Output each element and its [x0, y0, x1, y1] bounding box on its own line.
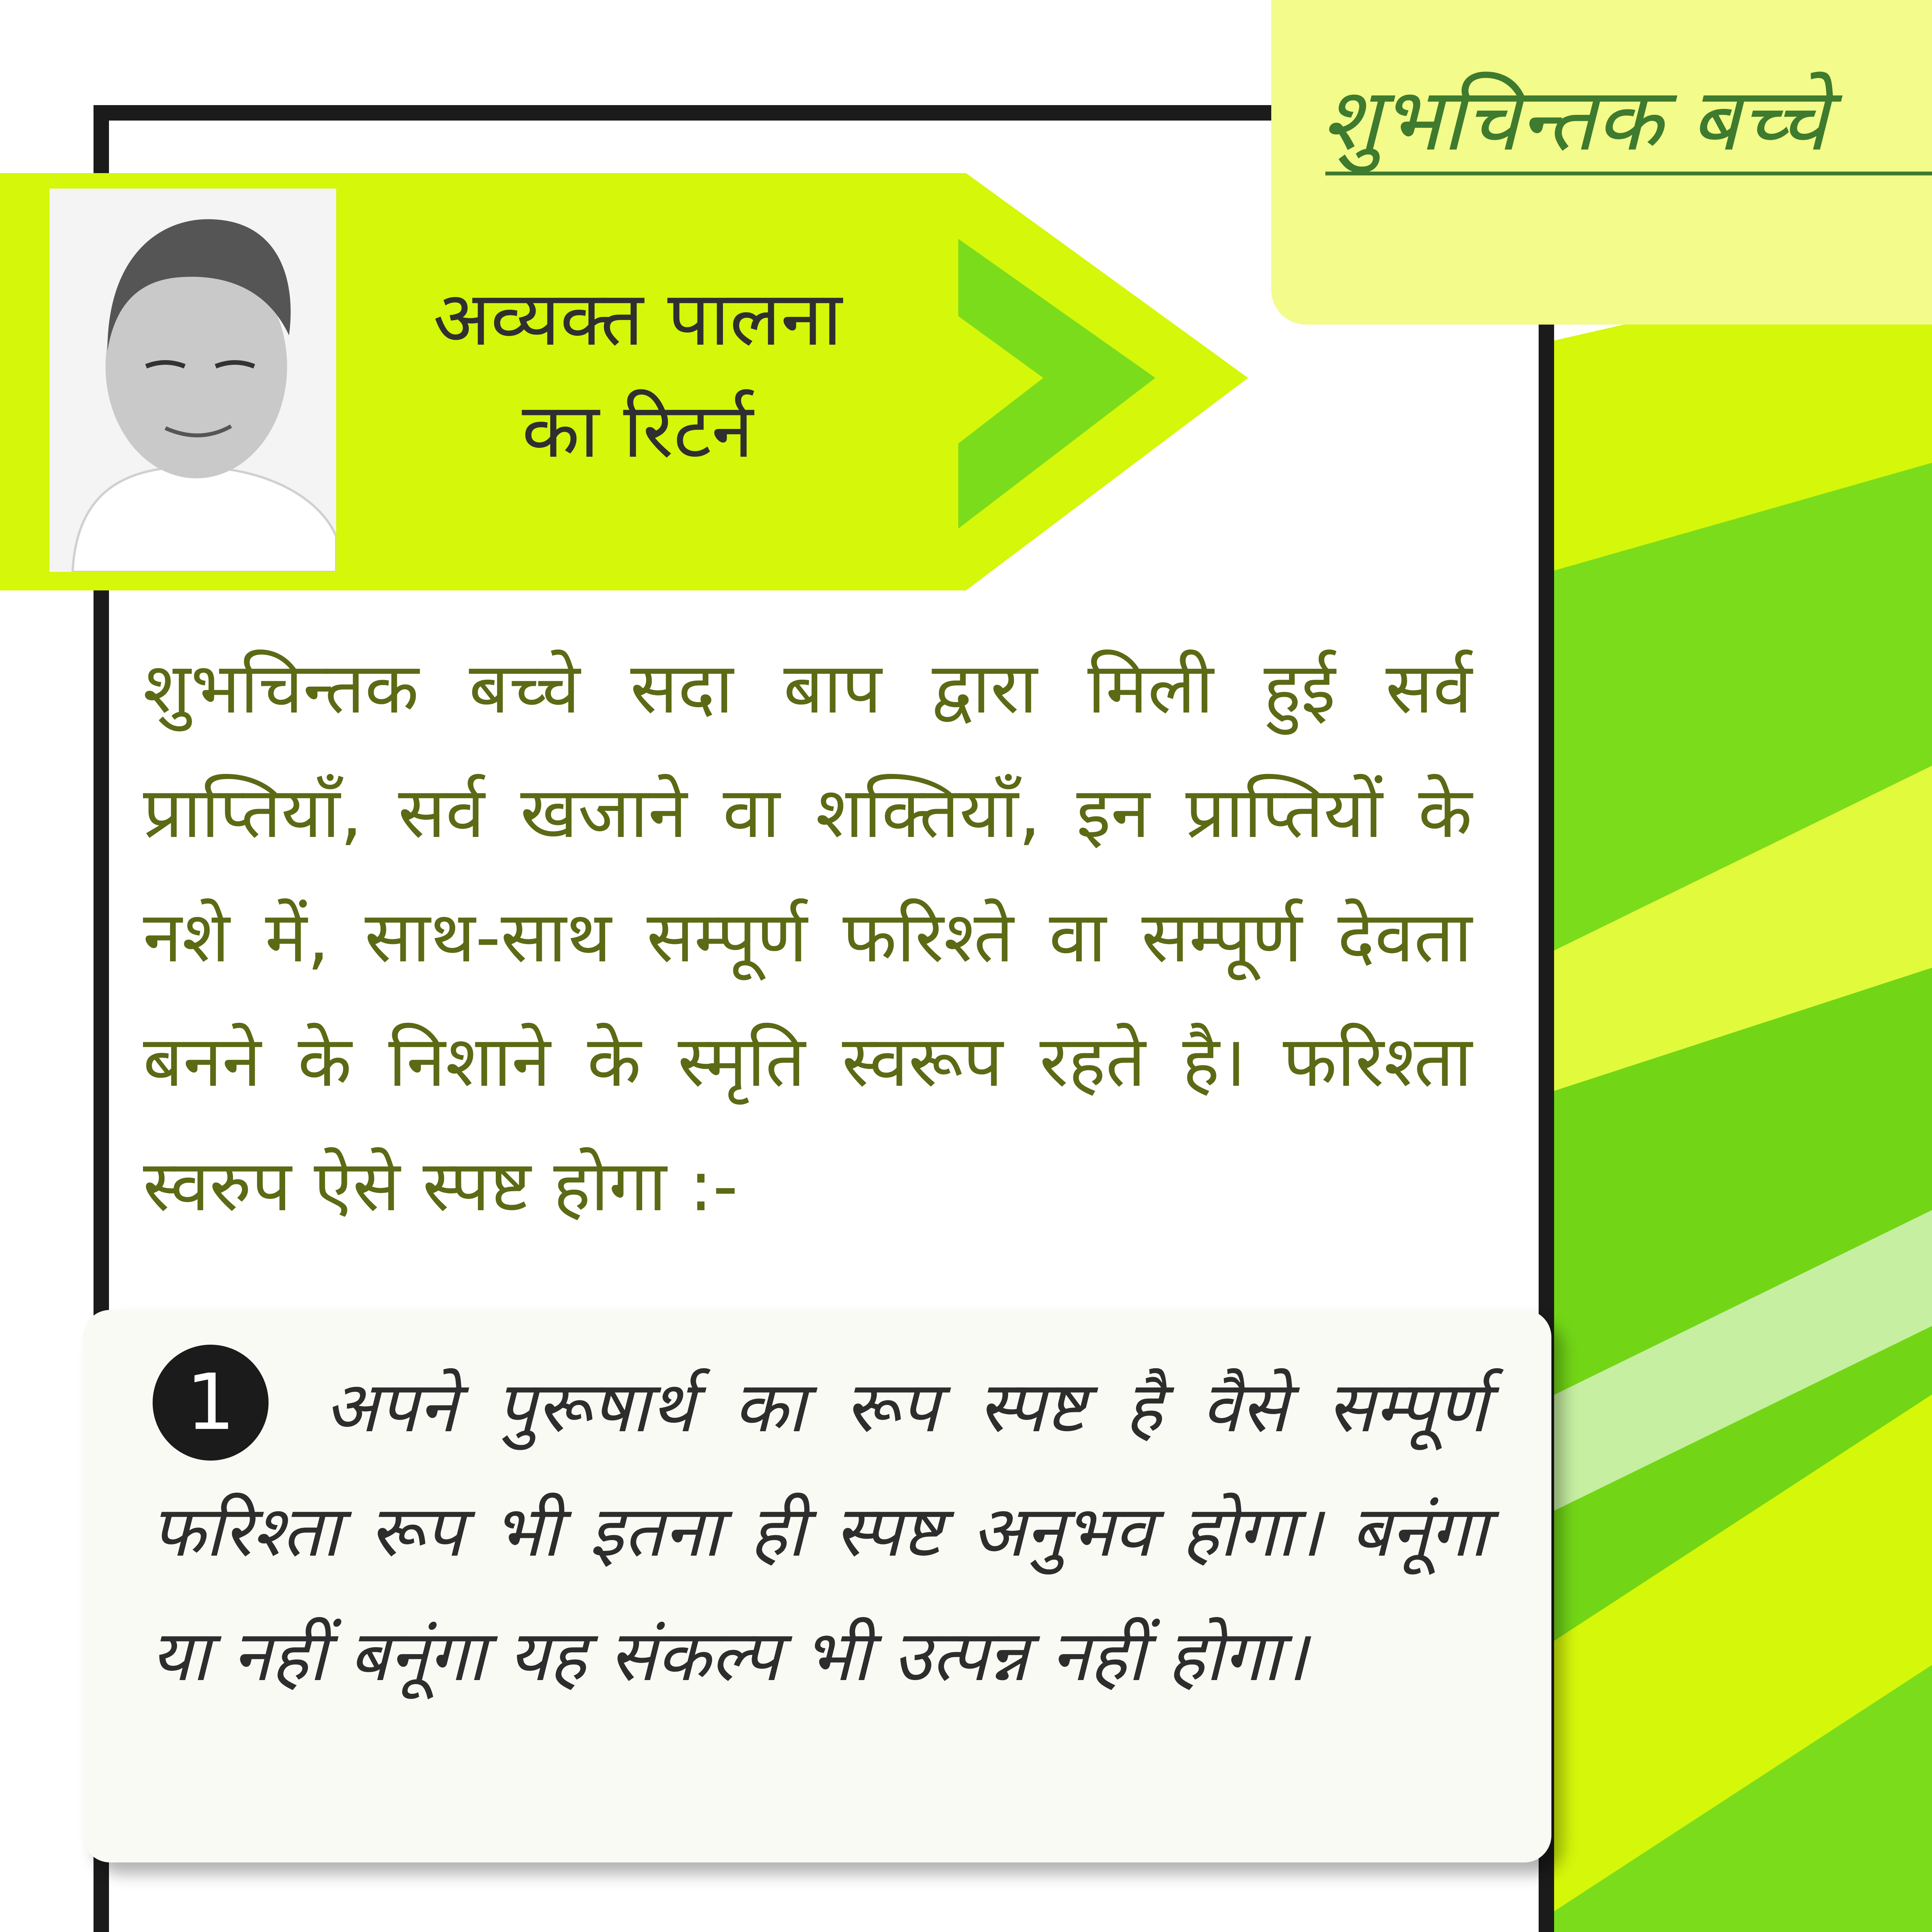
- point-1-text-content: अपने पुरूषार्थ का रूप स्पष्ट है वैसे सम्पूर्ण फरिश्ता रूप भी इतना ही स्पष्ट अनुभव होगा। बनूंगा या नहीं बनूंगा यह संकल्प भी उत्पन्न नहीं होगा।: [151, 1366, 1488, 1697]
- point-number-badge-1: 1: [153, 1345, 269, 1461]
- page-title: शुभचिन्तक बच्चे: [1321, 69, 1828, 170]
- title-underline: [1325, 172, 1932, 175]
- point-1-text: [151, 1345, 1488, 1718]
- portrait-photo: [49, 189, 336, 572]
- banner-line-2: का रिटर्न: [522, 387, 753, 474]
- banner-line-1: अव्यक्त पालना: [433, 275, 842, 362]
- banner-heading: [348, 263, 927, 487]
- intro-paragraph: शुभचिन्तक बच्चे सदा बाप द्वारा मिली हुई सर्व प्राप्तियाँ, सर्व खजाने वा शक्तियाँ, इन प्राप्तियों के नशे में, साथ-साथ सम्पूर्ण फरिश्ते वा सम्पूर्ण देवता बनने के निशाने के स्मृति स्वरूप रहते है। फरिश्ता स्वरुप ऐसे स्पष्ट होगा :-: [143, 647, 1472, 1227]
